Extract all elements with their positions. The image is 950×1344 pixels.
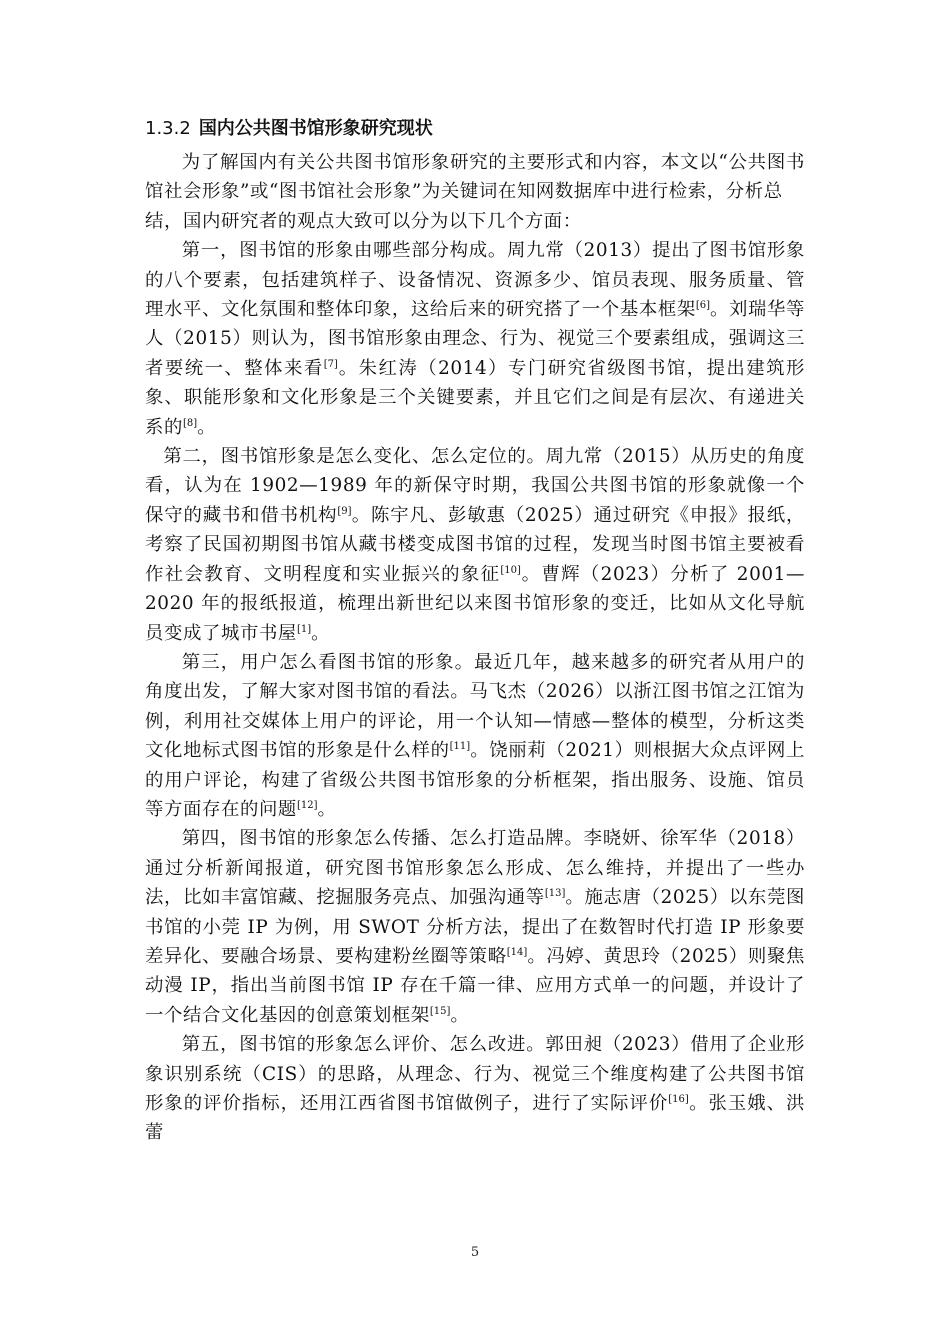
paragraph-text: 。 [311,622,331,644]
paragraph-second [145,442,805,648]
citation-marker: [14] [506,946,528,958]
page-number: 5 [470,1245,480,1260]
citation-marker: [13] [544,888,566,900]
paragraph-fifth [145,1030,805,1148]
paragraph-text: 第五，图书馆的形象怎么评价、怎么改进。郭田昶（2023）借用了企业形象识别系统（CIS）的思路，从理念、行为、视觉三个维度构建了公共图书馆形象的评价指标，还用江西省图书馆做例子，进行了实际评价 [145,1034,805,1114]
paragraph-text: 第一，图书馆的形象由哪些部分构成。周九常（2013）提出了图书馆形象的八个要素，包括建筑样子、设备情况、资源多少、馆员表现、服务质量、管理水平、文化氛围和整体印象，这给后来的研究搭了一个基本框架 [145,240,805,321]
citation-marker: [8] [182,417,198,429]
paragraph-text: 。饶丽莉（2021）则根据大众点评网上的用户评论，构建了省级公共图书馆形象的分析框架，指出服务、设施、馆员等方面存在的问题 [145,740,805,820]
section-heading [145,117,433,141]
paragraph-text: 。 [317,798,337,820]
paragraph-text: 第四，图书馆的形象怎么传播、怎么打造品牌。李晓妍、徐军华（2018）通过分析新闻报道，研究图书馆形象怎么形成、怎么维持，并提出了一些办法，比如丰富馆藏、挖掘服务亮点、加强沟通等 [145,828,805,909]
citation-marker: [16] [668,1093,689,1105]
paragraph-third [145,648,805,824]
citation-marker: [12] [296,799,318,811]
citation-marker: [7] [323,358,338,370]
paragraph-text: 。 [450,1004,470,1026]
paragraph-text: 。陈宇凡、彭敏惠（2025）通过研究《申报》报纸，考察了民国初期图书馆从藏书楼变成图书馆的过程，发现当时图书馆主要被看作社会教育、文明程度和实业振兴的象征 [145,504,805,585]
paragraph-text: 第三，用户怎么看图书馆的形象。最近几年，越来越多的研究者从用户的角度出发，了解大家对图书馆的看法。马飞杰（2026）以浙江图书馆之江馆为例，利用社交媒体上用户的评论，用一个认知—情感—整体的模型，分析这类文化地标式图书馆的形象是什么样的 [145,651,805,762]
citation-marker: [11] [449,741,471,752]
paragraph-text: 。曹辉（2023）分析了 2001—2020 年的报纸报道，梳理出新世纪以来图书馆形象的变迁，比如从文化导航员变成了城市书屋 [145,563,805,644]
citation-marker: [1] [296,623,312,635]
paragraph-intro [145,148,805,207]
paragraph-text: 为了解国内有关公共图书馆形象研究的主要形式和内容，本文以“公共图书馆社会形象”或“图书馆社会形象”为关键词在知网数据库中进行检索，分析总 [145,152,805,203]
paragraph-text: 。施志唐（2025）以东莞图书馆的小莞 IP 为例，用 SWOT 分析方法，提出了在数智时代打造 IP 形象要差异化、要融合场景、要构建粉丝圈等策略 [145,887,806,967]
citation-marker: [9] [337,505,352,517]
paragraph-text: 结，国内研究者的观点大致可以分为以下几个方面： [145,210,582,232]
paragraph-fourth [145,824,805,1030]
citation-marker: [15] [429,1005,451,1017]
paragraph-text: 。 [197,416,217,438]
paragraph-intro-continued [145,207,805,236]
paragraph-text: 第二，图书馆形象是怎么变化、怎么定位的。周九常（2015）从历史的角度看，认为在 1902—1989 年的新保守时期，我国公共图书馆的形象就像一个保守的藏书和借书机构 [145,446,805,526]
paragraph-text: 。张玉娥、洪蕾 [145,1093,805,1144]
paragraph-text: 。刘瑞华等人（2015）则认为，图书馆形象由理念、行为、视觉三个要素组成，强调这三者要统一、整体来看 [145,299,805,379]
paragraph-first [145,236,805,442]
section-title: 国内公共图书馆形象研究现状 [198,118,433,139]
citation-marker: [10] [500,564,521,576]
section-number: 1.3.2 [145,118,191,139]
body-text [145,148,805,1148]
paragraph-text: 。朱红涛（2014）专门研究省级图书馆，提出建筑形象、职能形象和文化形象是三个关键要素，并且它们之间是有层次、有递进关系的 [145,357,805,438]
citation-marker: [6] [695,299,711,311]
paragraph-text: 。冯婷、黄思玲（2025）则聚焦动漫 IP，指出当前图书馆 IP 存在千篇一律、应用方式单一的问题，并设计了一个结合文化基因的创意策划框架 [145,945,806,1026]
